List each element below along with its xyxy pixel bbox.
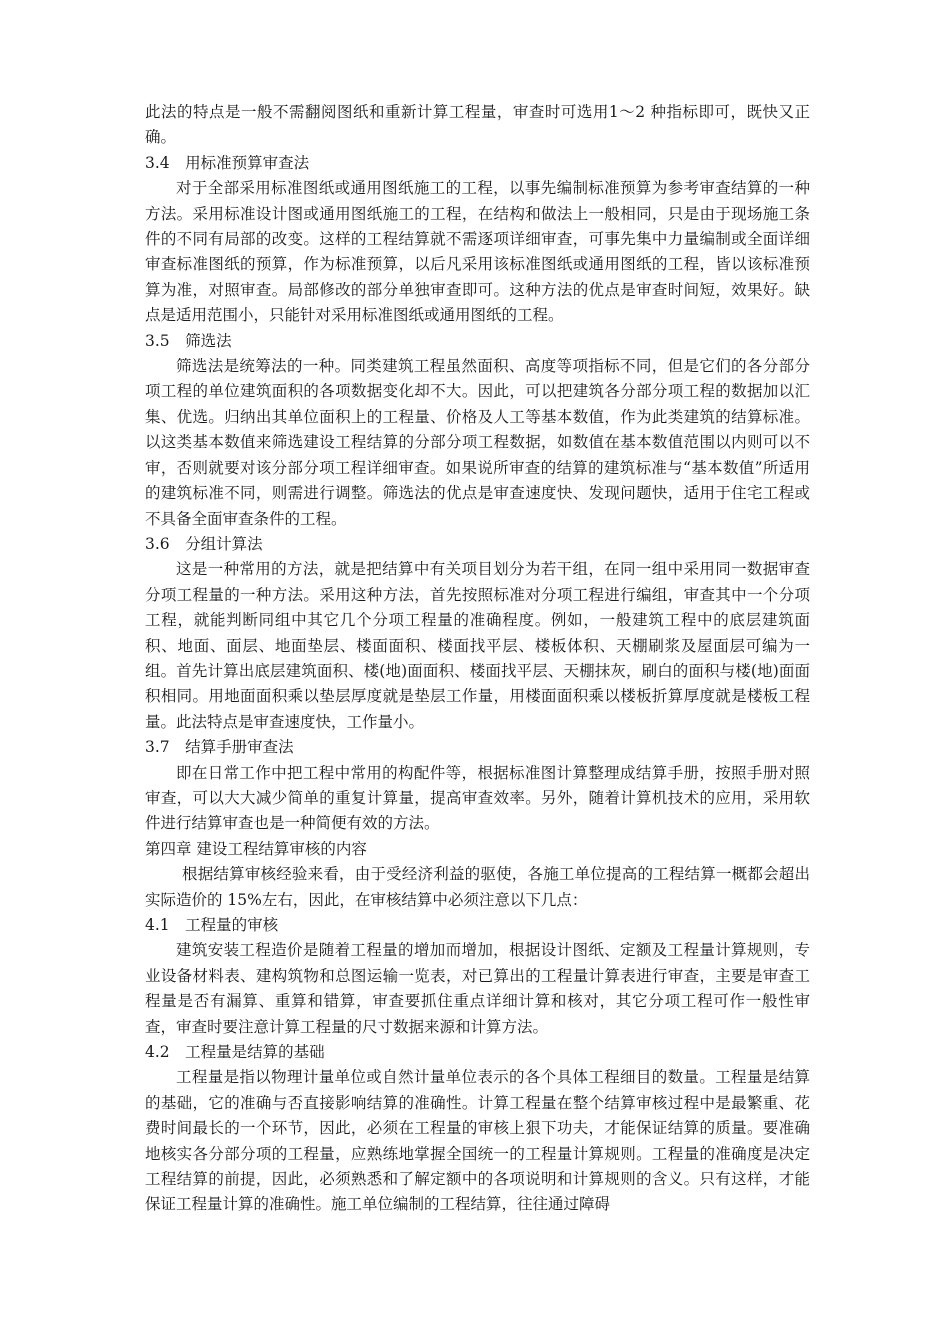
paragraph-screening-method: 筛选法是统筹法的一种。同类建筑工程虽然面积、高度等项指标不同，但是它们的各分部分项工程的单位建筑面积的各项数据变化却不大。因此，可以把建筑各分部分项工程的数据加以汇集、优选。归纳出其单位面积上的工程量、价格及人工等基本数值，作为此类建筑的结算标准。以这类基本数值来筛选建设工程结算的分部分项工程数据，如数值在基本数值范围以内则可以不审，否则就要对该分部分项工程详细审查。如果说所审查的结算的建筑标准与“基本数值”所适用的建筑标准不同，则需进行调整。筛选法的优点是审查速度快、发现问题快，适用于住宅工程或不具备全面审查条件的工程。 (145, 357, 810, 528)
paragraph-standard-budget-method: 对于全部采用标准图纸或通用图纸施工的工程，以事先编制标准预算为参考审查结算的一种方法。采用标准设计图或通用图纸施工的工程，在结构和做法上一般相同，只是由于现场施工条件的不同有局部的改变。这样的工程结算就不需逐项详细审查，可事先集中力量编制或全面详细审查标准图纸的预算，作为标准预算，以后凡采用该标准图纸或通用图纸的工程，皆以该标准预算为准，对照审查。局部修改的部分单独审查即可。这种方法的优点是审查时间短，效果好。缺点是适用范围小，只能针对采用标准图纸或通用图纸的工程。 (145, 179, 810, 325)
section-heading-3-5: 3.5 筛选法 (145, 331, 232, 350)
section-heading-3-6: 3.6 分组计算法 (145, 534, 263, 553)
section-heading-3-4: 3.4 用标准预算审查法 (145, 153, 310, 172)
document-body (145, 100, 810, 1218)
paragraph-chapter-4-intro: 根据结算审核经验来看，由于受经济利益的驱使，各施工单位提高的工程结算一概都会超出实际造价的 15%左右，因此，在审核结算中必须注意以下几点： (145, 865, 810, 909)
paragraph-continuation: 此法的特点是一般不需翻阅图纸和重新计算工程量，审查时可选用1～2 种指标即可，既快又正确。 (145, 103, 810, 147)
chapter-heading-4: 第四章 建设工程结算审核的内容 (145, 839, 367, 858)
section-heading-4-2: 4.2 工程量是结算的基础 (145, 1043, 325, 1062)
paragraph-manual-review-method: 即在日常工作中把工程中常用的构配件等，根据标准图计算整理成结算手册，按照手册对照审查，可以大大减少简单的重复计算量，提高审查效率。另外，随着计算机技术的应用，采用软件进行结算审查也是一种简便有效的方法。 (145, 763, 810, 833)
section-heading-3-7: 3.7 结算手册审查法 (145, 738, 294, 757)
paragraph-quantity-basis: 工程量是指以物理计量单位或自然计量单位表示的各个具体工程细目的数量。工程量是结算的基础，它的准确与否直接影响结算的准确性。计算工程量在整个结算审核过程中是最繁重、花费时间最长的一个环节，因此，必须在工程量的审核上狠下功夫，才能保证结算的质量。要准确地核实各分部分项的工程量，应熟练地掌握全国统一的工程量计算规则。工程量的准确度是决定工程结算的前提，因此，必须熟悉和了解定额中的各项说明和计算规则的含义。只有这样，才能保证工程量计算的准确性。施工单位编制的工程结算，往往通过障碍 (145, 1068, 810, 1214)
paragraph-group-calculation-method: 这是一种常用的方法，就是把结算中有关项目划分为若干组，在同一组中采用同一数据审查分项工程量的一种方法。采用这种方法，首先按照标准对分项工程进行编组，审查其中一个分项工程，就能判断同组中其它几个分项工程量的准确程度。例如，一般建筑工程中的底层建筑面积、地面、面层、地面垫层、楼面面积、楼面找平层、楼板体积、天棚刷浆及屋面层可编为一组。首先计算出底层建筑面积、楼(地)面面积、楼面找平层、天棚抹灰，刷白的面积与楼(地)面面积相同。用地面面积乘以垫层厚度就是垫层工作量，用楼面面积乘以楼板折算厚度就是楼板工程量。此法特点是审查速度快，工作量小。 (145, 560, 810, 731)
section-heading-4-1: 4.1 工程量的审核 (145, 916, 279, 934)
paragraph-quantity-review: 建筑安装工程造价是随着工程量的增加而增加，根据设计图纸、定额及工程量计算规则，专业设备材料表、建构筑物和总图运输一览表，对已算出的工程量计算表进行审查，主要是审查工程量是否有漏算、重算和错算，审查要抓住重点详细计算和核对，其它分项工程可作一般性审查，审查时要注意计算工程量的尺寸数据来源和计算方法。 (145, 941, 810, 1036)
